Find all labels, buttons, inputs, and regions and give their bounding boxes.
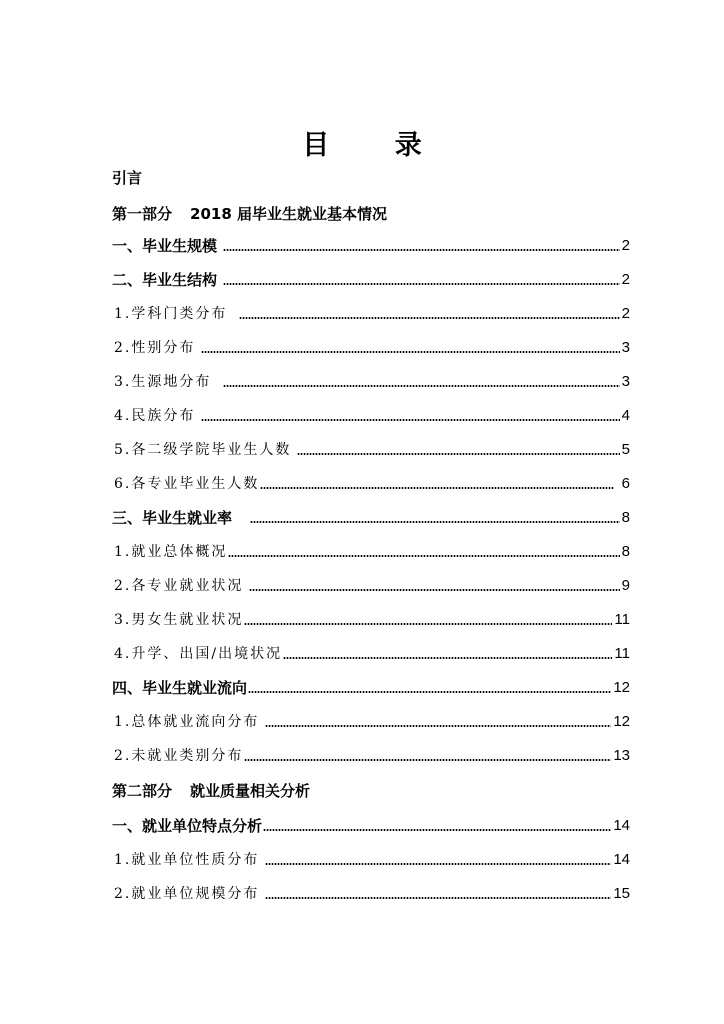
toc-entry-label: 1.就业单位性质分布 [114,852,260,868]
toc-entry-page: 12 [613,713,630,730]
toc-entry-page: 13 [613,747,630,764]
toc-entry[interactable] [112,370,630,392]
toc-entry[interactable] [112,506,630,528]
part-two-heading[interactable] [112,780,310,801]
toc-entry[interactable] [112,608,630,630]
dot-leader [223,283,620,285]
toc-entry-label: 1.总体就业流向分布 [114,714,260,730]
dot-leader [265,863,611,865]
toc-entry[interactable] [112,438,630,460]
toc-entry-label: 四、毕业生就业流向 [112,679,248,697]
toc-entry-page: 2 [621,305,630,322]
toc-entry-label: 4.民族分布 [114,408,196,424]
dot-leader [228,555,619,557]
toc-entry-page: 3 [621,373,630,390]
dot-leader [250,521,620,523]
part-one-label: 第一部分 [112,205,173,223]
toc-entry-label: 2.各专业就业状况 [114,578,244,594]
toc-entry-label: 5.各二级学院毕业生人数 [114,442,292,458]
dot-leader [223,385,619,387]
toc-entry[interactable] [112,642,630,664]
toc-entry-page: 15 [613,885,630,902]
toc-entry-label: 2.性别分布 [114,340,196,356]
dot-leader [260,487,613,489]
toc-entry[interactable] [112,848,630,870]
toc-entry[interactable] [112,676,630,698]
toc-entry[interactable] [112,882,630,904]
part-one-title: 2018 届毕业生就业基本情况 [190,205,387,223]
dot-leader [248,691,611,693]
toc-entry-page: 6 [621,475,630,492]
toc-entry[interactable] [112,814,630,836]
toc-entry-label: 6.各专业毕业生人数 [114,476,260,492]
dot-leader [297,453,619,455]
toc-entry[interactable] [112,744,630,766]
dot-leader [265,897,611,899]
toc-entry-page: 8 [621,509,630,526]
toc-entry-label: 4.升学、出国/出境状况 [114,646,283,662]
dot-leader [244,623,612,625]
toc-entry-label: 三、毕业生就业率 [112,509,233,527]
toc-entry-label: 二、毕业生结构 [112,271,218,289]
toc-entry-label: 一、就业单位特点分析 [112,817,263,835]
toc-entry[interactable] [112,302,630,324]
toc-entry[interactable] [112,472,630,494]
dot-leader [265,725,611,727]
dot-leader [263,829,611,831]
dot-leader [201,351,619,353]
toc-entry-page: 12 [613,679,630,696]
toc-entry-label: 3.生源地分布 [114,374,212,390]
toc-entry-label: 1.就业总体概况 [114,544,228,560]
toc-entry[interactable] [112,268,630,290]
page-title: 目 录 [302,130,450,161]
toc-entry-page: 2 [621,271,630,288]
toc-entry-page: 8 [621,543,630,560]
toc-entry-page: 9 [621,577,630,594]
toc-entry[interactable] [112,404,630,426]
toc-entry-label: 2.就业单位规模分布 [114,886,260,902]
dot-leader [223,249,620,251]
toc-entry-page: 14 [613,817,630,834]
dot-leader [239,317,619,319]
toc-entry-label: 3.男女生就业状况 [114,612,244,628]
toc-entry-page: 11 [614,611,630,628]
toc-entry-label: 1.学科门类分布 [114,306,228,322]
dot-leader [249,589,619,591]
toc-entry-page: 14 [613,851,630,868]
toc-entry-page: 11 [614,645,630,662]
dot-leader [283,657,612,659]
toc-entry[interactable] [112,336,630,358]
toc-entry-page: 2 [621,237,630,254]
toc-entry[interactable] [112,234,630,256]
dot-leader [201,419,619,421]
toc-entry[interactable] [112,540,630,562]
part-one-heading[interactable] [112,203,387,224]
toc-entry-label: 一、毕业生规模 [112,237,218,255]
toc-entry-page: 4 [621,407,630,424]
toc-entry-label: 2.未就业类别分布 [114,748,244,764]
intro-heading[interactable]: 引言 [112,169,143,187]
toc-entry[interactable] [112,710,630,732]
part-two-title: 就业质量相关分析 [190,782,311,800]
toc-entry-page: 3 [621,339,630,356]
dot-leader [244,759,611,761]
toc-entry-page: 5 [621,441,630,458]
toc-entry[interactable] [112,574,630,596]
part-two-label: 第二部分 [112,782,173,800]
